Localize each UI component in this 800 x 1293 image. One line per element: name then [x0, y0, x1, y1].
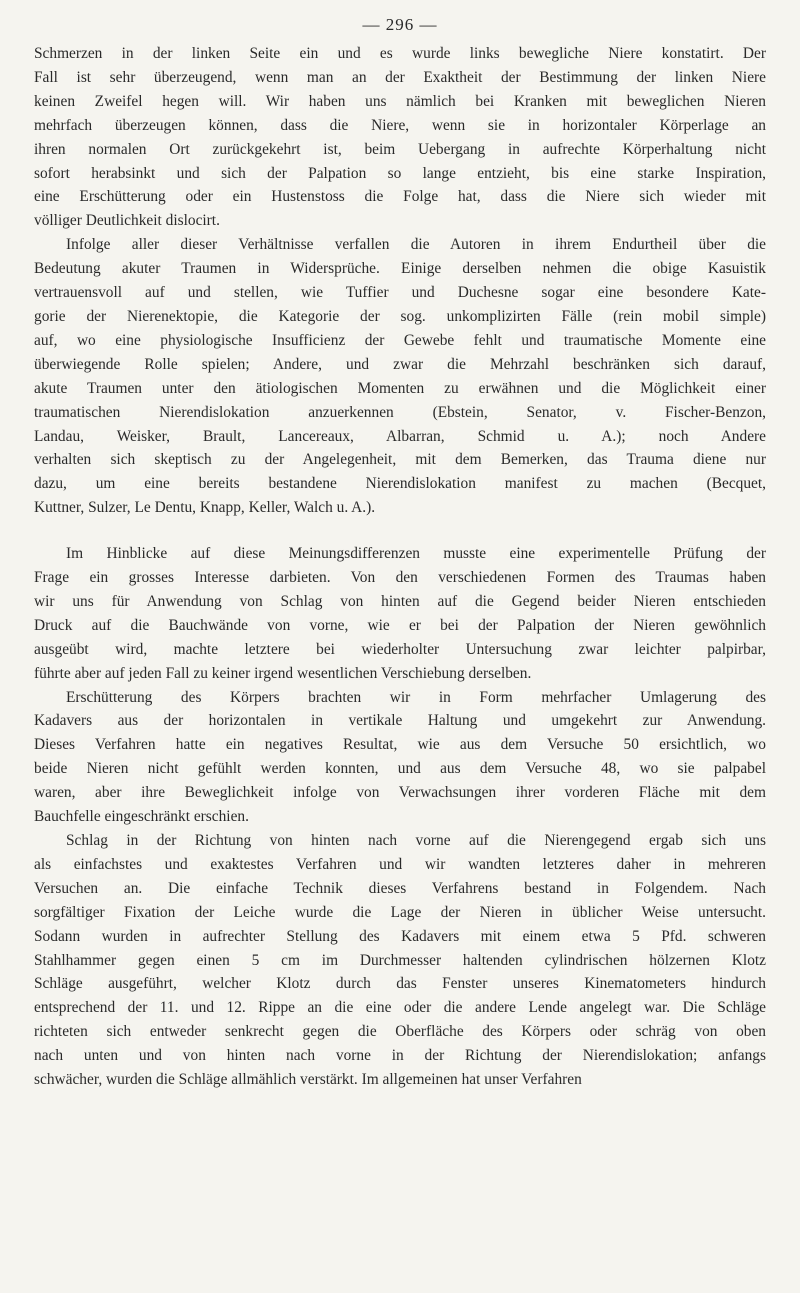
text-line: auf, wo eine physiologische Insufficienz der Gewebe fehlt und traumatische Momente eine: [34, 331, 766, 349]
text-line: Stahlhammer gegen einen 5 cm im Durchmesser haltenden cylindrischen hölzernen Klotz: [34, 951, 766, 969]
paragraph: [34, 542, 766, 685]
text-line: Im Hinblicke auf diese Meinungsdifferenzen musste eine experimentelle Prüfung der: [66, 545, 766, 563]
text-line: Dieses Verfahren hatte ein negatives Resultat, wie aus dem Versuche 50 ersichtlich, wo: [34, 736, 766, 754]
text-line: Schmerzen in der linken Seite ein und es wurde links bewegliche Niere konstatirt. Der: [34, 45, 766, 62]
text-line: als einfachstes und exaktestes Verfahren und wir wandten letzteres daher in mehreren: [34, 855, 766, 873]
text-line: Landau, Weisker, Brault, Lancereaux, Albarran, Schmid u. A.); noch Andere: [34, 427, 766, 445]
text-line: Versuchen an. Die einfache Technik dieses Verfahrens bestand in Folgendem. Nach: [34, 879, 766, 897]
text-line: richteten sich entweder senkrecht gegen die Oberfläche des Körpers oder schräg von oben: [34, 1023, 766, 1041]
text-line: waren, aber ihre Beweglichkeit infolge von Verwachsungen ihrer vorderen Fläche mit dem: [34, 784, 766, 802]
text-line: völliger Deutlichkeit dislocirt.: [34, 212, 220, 230]
text-line: Bauchfelle eingeschränkt erschien.: [34, 808, 249, 826]
paragraph: [34, 829, 766, 1092]
body-text: [34, 42, 766, 1092]
paragraph: [34, 233, 766, 520]
text-line: ausgeübt wird, machte letztere bei wiederholter Untersuchung zwar leichter palpirbar,: [34, 640, 766, 658]
text-line: überwiegende Rolle spielen; Andere, und zwar die Mehrzahl beschränken sich darauf,: [34, 355, 766, 373]
text-line: Sodann wurden in aufrechter Stellung des Kadavers mit einem etwa 5 Pfd. schweren: [34, 927, 766, 945]
text-line: Schlag in der Richtung von hinten nach vorne auf die Nierengegend ergab sich uns: [66, 832, 766, 849]
text-line: akute Traumen unter den ätiologischen Momenten zu erwähnen und die Möglichkeit einer: [34, 379, 766, 397]
text-line: Bedeutung akuter Traumen in Widersprüche. Einige derselben nehmen die obige Kasuistik: [34, 260, 766, 278]
text-line: führte aber auf jeden Fall zu keiner irgend wesentlichen Verschiebung derselben.: [34, 664, 532, 682]
paragraph-gap: [34, 520, 766, 542]
text-line: verhalten sich skeptisch zu der Angelegenheit, mit dem Bemerken, das Trauma diene nur: [34, 451, 766, 469]
text-line: Druck auf die Bauchwände von vorne, wie er bei der Palpation der Nieren gewöhnlich: [34, 616, 766, 634]
page-number: — 296 —: [362, 15, 438, 34]
text-line: nach unten und von hinten nach vorne in der Richtung der Nierendislokation; anfangs: [34, 1047, 766, 1065]
text-line: traumatischen Nierendislokation anzuerkennen (Ebstein, Senator, v. Fischer-Benzon,: [34, 403, 766, 421]
text-line: sorgfältiger Fixation der Leiche wurde die Lage der Nieren in üblicher Weise untersucht.: [34, 903, 766, 921]
text-line: Infolge aller dieser Verhältnisse verfallen die Autoren in ihrem Endurtheil über die: [66, 236, 766, 254]
paragraph: [34, 42, 766, 233]
text-line: Fall ist sehr überzeugend, wenn man an der Exaktheit der Bestimmung der linken Niere: [34, 68, 766, 86]
text-line: Frage ein grosses Interesse darbieten. Von den verschiedenen Formen des Traumas haben: [34, 569, 766, 587]
paragraph: [34, 686, 766, 829]
text-line: vertrauensvoll auf und stellen, wie Tuffier und Duchesne sogar eine besondere Kate-: [34, 284, 766, 302]
text-line: schwächer, wurden die Schläge allmählich verstärkt. Im allgemeinen hat unser Verfahren: [34, 1071, 582, 1089]
text-line: ihren normalen Ort zurückgekehrt ist, beim Uebergang in aufrechte Körperhaltung nicht: [34, 140, 766, 158]
text-line: sofort herabsinkt und sich der Palpation so lange entzieht, bis eine starke Inspiration,: [34, 164, 766, 182]
text-line: beide Nieren nicht gefühlt werden konnten, und aus dem Versuche 48, wo sie palpabel: [34, 760, 766, 778]
text-line: Schläge ausgeführt, welcher Klotz durch das Fenster unseres Kinematometers hindurch: [34, 975, 766, 993]
text-line: wir uns für Anwendung von Schlag von hinten auf die Gegend beider Nieren entschieden: [34, 592, 766, 610]
text-line: eine Erschütterung oder ein Hustenstoss die Folge hat, dass die Niere sich wieder mit: [34, 188, 766, 206]
text-line: dazu, um eine bereits bestandene Nierendislokation manifest zu machen (Becquet,: [34, 475, 766, 493]
text-line: entsprechend der 11. und 12. Rippe an die eine oder die andere Lende angelegt war. Die Schläge: [34, 999, 766, 1017]
text-line: Erschütterung des Körpers brachten wir in Form mehrfacher Umlagerung des: [66, 688, 766, 706]
text-line: gorie der Nierenektopie, die Kategorie der sog. unkomplizirten Fälle (rein mobil simple): [34, 307, 766, 325]
text-line: keinen Zweifel hegen will. Wir haben uns nämlich bei Kranken mit beweglichen Nieren: [34, 92, 766, 110]
text-line: Kuttner, Sulzer, Le Dentu, Knapp, Keller, Walch u. A.).: [34, 499, 376, 517]
text-line: mehrfach überzeugen können, dass die Niere, wenn sie in horizontaler Körperlage an: [34, 116, 766, 134]
text-line: Kadavers aus der horizontalen in vertikale Haltung und umgekehrt zur Anwendung.: [34, 712, 766, 730]
